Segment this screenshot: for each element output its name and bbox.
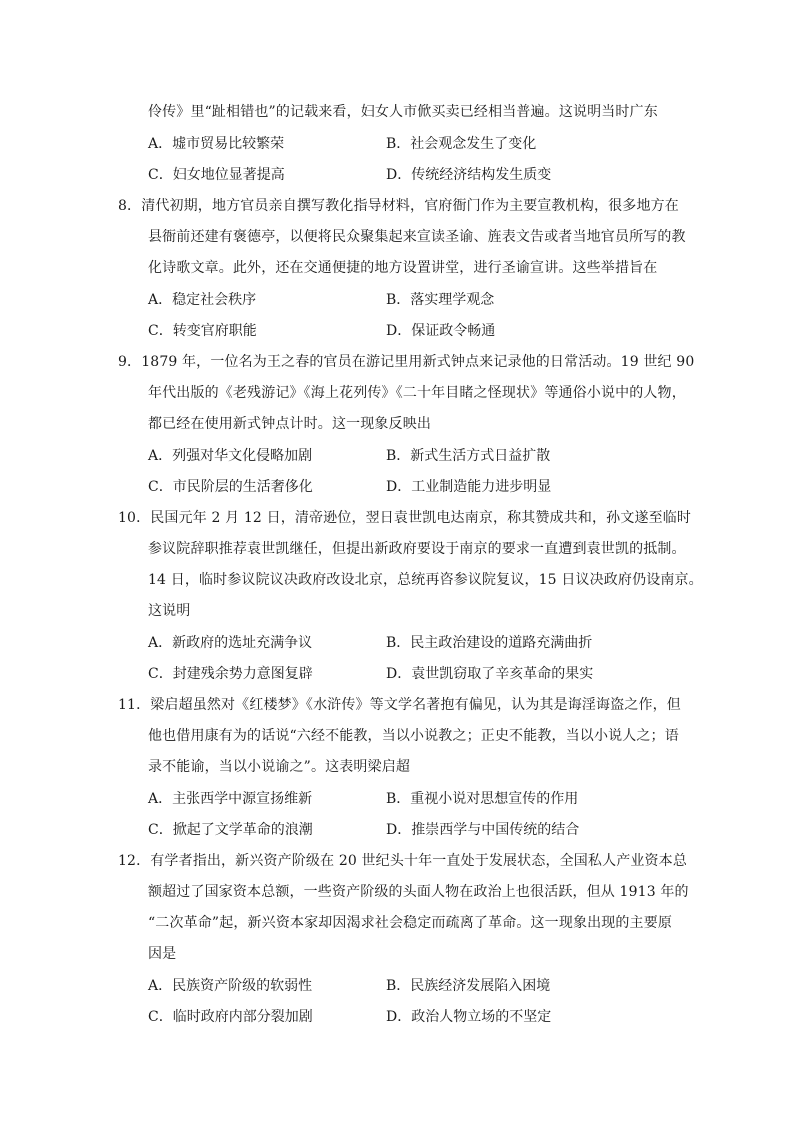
q7-option-d: D．传统经济结构发生质变 <box>386 167 552 183</box>
q10-stem-line-4: 这说明 <box>148 603 191 619</box>
q8-stem-line-1: 8．清代初期，地方官员亲自撰写教化指导材料，官府衙门作为主要宣教机构，很多地方在 <box>118 198 679 214</box>
q9-option-c: C．市民阶层的生活奢侈化 <box>148 479 313 495</box>
q8-option-d: D．保证政令畅通 <box>386 323 496 339</box>
q9-option-d: D．工业制造能力进步明显 <box>386 479 552 495</box>
q8-option-c: C．转变官府职能 <box>148 323 257 339</box>
q10-option-d: D．袁世凯窃取了辛亥革命的果实 <box>386 666 594 682</box>
q10-option-c: C．封建残余势力意图复辟 <box>148 666 313 682</box>
q9-stem-line-3: 都已经在使用新式钟点计时。这一现象反映出 <box>148 416 431 432</box>
q12-stem-line-1: 12．有学者指出，新兴资产阶级在 20 世纪头十年一直处于发展状态，全国私人产业资本总 <box>118 853 687 869</box>
q11-stem-line-2: 他也借用康有为的话说“六经不能教，当以小说教之；正史不能教，当以小说人之；语 <box>148 728 679 744</box>
q12-stem-line-3: “二次革命”起，新兴资本家却因渴求社会稳定而疏离了革命。这一现象出现的主要原 <box>148 915 673 931</box>
q11-stem-line-3: 录不能谕，当以小说谕之”。这表明梁启超 <box>148 759 411 775</box>
q12-option-a: A．民族资产阶级的软弱性 <box>148 978 313 994</box>
q9-stem-line-1: 9．1879 年，一位名为王之春的官员在游记里用新式钟点来记录他的日常活动。19 世纪 90 <box>118 354 695 370</box>
q7-stem-continuation: 伶传》里“趾相错也”的记载来看，妇女人市俽买卖已经相当普遍。这说明当时广东 <box>148 104 658 120</box>
q8-option-a: A．稳定社会秩序 <box>148 292 257 308</box>
q7-option-c: C．妇女地位显著提高 <box>148 167 285 183</box>
q11-option-d: D．推崇西学与中国传统的结合 <box>386 822 580 838</box>
q12-stem-line-4: 因是 <box>148 946 177 962</box>
q11-option-c: C．掀起了文学革命的浪潮 <box>148 822 313 838</box>
q10-stem-line-1: 10．民国元年 2 月 12 日，清帝逊位，翌日袁世凯电达南京，称其赞成共和，孙文遂至临时 <box>118 510 692 526</box>
q10-option-a: A．新政府的选址充满争议 <box>148 635 313 651</box>
q10-stem-line-2: 参议院辞职推荐袁世凯继任，但提出新政府要设于南京的要求一直遭到袁世凯的抵制。 <box>148 541 686 557</box>
q10-option-b: B．民主政治建设的道路充满曲折 <box>386 635 593 651</box>
q11-stem-line-1: 11．梁启超虽然对《红楼梦》《水浒传》等文学名著抱有偏见，认为其是诲淫诲盗之作，但 <box>118 697 681 713</box>
q9-option-b: B．新式生活方式日益扩散 <box>386 448 551 464</box>
q7-option-a: A．墟市贸易比较繁荣 <box>148 136 285 152</box>
q8-option-b: B．落实理学观念 <box>386 292 495 308</box>
q9-option-a: A．列强对华文化侵略加剧 <box>148 448 313 464</box>
q11-option-a: A．主张西学中源宣扬维新 <box>148 791 313 807</box>
q12-option-c: C．临时政府内部分裂加剧 <box>148 1009 313 1025</box>
q12-option-d: D．政治人物立场的不坚定 <box>386 1009 552 1025</box>
q8-stem-line-2: 县衙前还建有褒德亭，以便将民众聚集起来宣读圣谕、旌表文告或者当地官员所写的教 <box>148 229 686 245</box>
q12-option-b: B．民族经济发展陷入困境 <box>386 978 551 994</box>
q7-option-b: B．社会观念发生了变化 <box>386 136 537 152</box>
q11-option-b: B．重视小说对思想宣传的作用 <box>386 791 579 807</box>
q10-stem-line-3: 14 日，临时参议院议决政府改设北京，总统再咨参议院复议，15 日议决政府仍设南京。 <box>148 572 703 588</box>
q12-stem-line-2: 额超过了国家资本总额，一些资产阶级的头面人物在政治上也很活跃，但从 1913 年的 <box>148 884 689 900</box>
q8-stem-line-3: 化诗歌文章。此外，还在交通便捷的地方设置讲堂，进行圣谕宣讲。这些举措旨在 <box>148 260 658 276</box>
q9-stem-line-2: 年代出版的《老残游记》《海上花列传》《二十年目睹之怪现状》等通俗小说中的人物， <box>148 385 686 401</box>
